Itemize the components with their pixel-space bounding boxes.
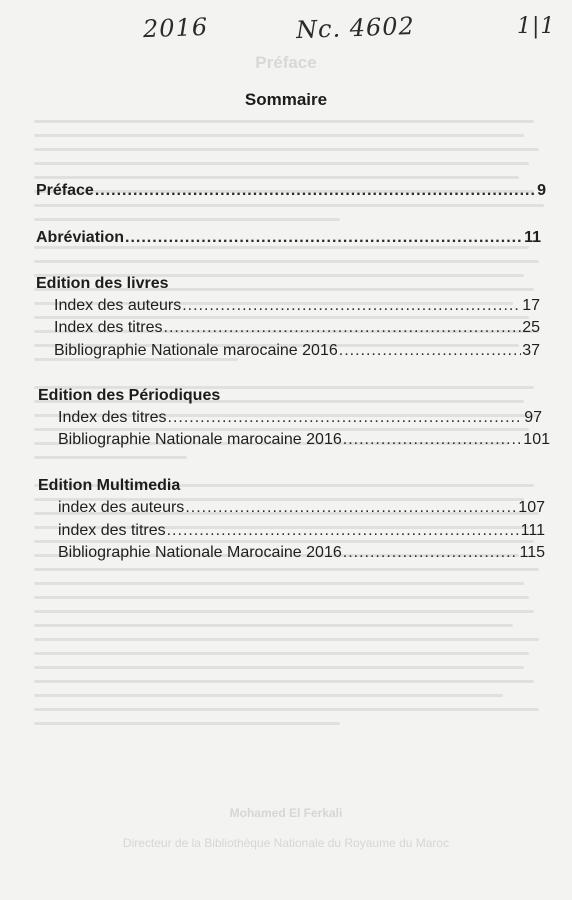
leader-dots	[182, 296, 521, 316]
leader-dots	[343, 430, 523, 450]
toc-item	[58, 521, 545, 541]
leader-dots	[185, 498, 517, 518]
toc-item-page: 115	[519, 544, 545, 561]
toc-item-label: Index des titres	[54, 319, 163, 336]
leader-dots	[95, 181, 536, 201]
toc-item-page: 101	[523, 431, 550, 448]
handwritten-year: 2016	[142, 12, 209, 44]
toc-item-page: 97	[524, 409, 542, 426]
leader-dots	[125, 228, 523, 248]
toc-item-label: Index des titres	[58, 409, 167, 426]
toc-item	[58, 498, 545, 518]
toc-entry-preface	[36, 181, 546, 201]
toc-item-label: Index des auteurs	[54, 297, 182, 314]
section-title-periodiques: Edition des Périodiques	[38, 387, 221, 404]
leader-dots	[164, 318, 522, 338]
toc-item-page: 37	[522, 342, 540, 359]
leader-dots	[339, 341, 521, 361]
toc-item-label: Bibliographie Nationale marocaine 2016	[58, 431, 342, 448]
toc-item-label: Bibliographie Nationale marocaine 2016	[54, 342, 338, 359]
section-title-multimedia: Edition Multimedia	[38, 477, 181, 494]
page-title: Sommaire	[244, 90, 328, 109]
toc-item-label: index des auteurs	[58, 499, 185, 516]
toc-item	[54, 296, 540, 316]
leader-dots	[167, 521, 520, 541]
bleed-through-signature-role: Directeur de la Bibliothèque Nationale du Royaume du Maroc	[122, 836, 450, 850]
toc-item-label: index des titres	[58, 522, 166, 539]
toc-item	[54, 341, 540, 361]
leader-dots	[343, 543, 519, 563]
toc-entry-page: 11	[524, 229, 541, 246]
toc-item-label: Bibliographie Nationale Marocaine 2016	[58, 544, 342, 561]
toc-entry-label: Abréviation	[36, 229, 125, 246]
handwritten-sheet-number: 1|1	[517, 14, 556, 39]
toc-item-page: 25	[522, 319, 540, 336]
toc-entry-label: Préface	[36, 182, 94, 199]
toc-item-page: 111	[520, 522, 545, 539]
toc-entry-page: 9	[537, 182, 546, 199]
bleed-through-title: Préface	[255, 53, 317, 72]
section-title-livres: Edition des livres	[36, 275, 169, 292]
bleed-through-signature: Mohamed El Ferkali	[229, 806, 343, 820]
toc-item	[54, 318, 540, 338]
toc-item-page: 107	[518, 499, 545, 516]
toc-item	[58, 430, 550, 450]
toc-item	[58, 543, 545, 563]
toc-item-page: 17	[522, 297, 540, 314]
handwritten-call-number: Nc. 4602	[295, 11, 416, 45]
bleed-through-text	[34, 120, 544, 736]
leader-dots	[168, 408, 524, 428]
toc-entry-abreviation	[36, 228, 541, 248]
toc-item	[58, 408, 542, 428]
